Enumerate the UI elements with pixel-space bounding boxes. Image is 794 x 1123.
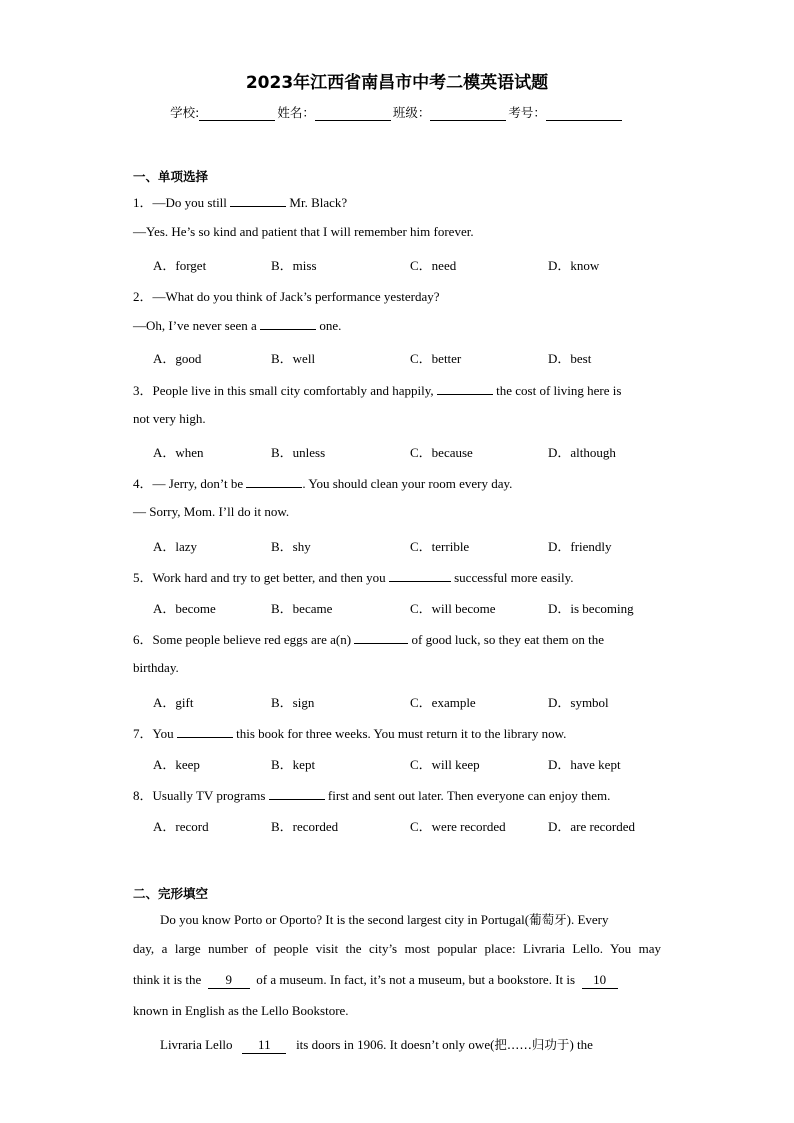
question-text: —Do you still — [152, 195, 231, 210]
option-d[interactable]: D．friendly — [548, 539, 612, 554]
cloze-gap-9: 9 — [208, 972, 250, 989]
question-number: 2． — [133, 289, 153, 304]
question-3 — [133, 380, 621, 399]
option-c[interactable]: C．will become — [410, 601, 496, 616]
option-b[interactable]: B．became — [271, 601, 333, 616]
question-4-reply: — Sorry, Mom. I’ll do it now. — [133, 504, 290, 519]
passage-text: its doors in 1906. It doesn’t only owe( — [296, 1037, 495, 1052]
answer-blank — [177, 725, 233, 738]
question-number: 7． — [133, 726, 153, 741]
passage-text: ). Every — [566, 912, 609, 927]
option-d[interactable]: D．know — [548, 258, 600, 273]
page-title: 2023年江西省南昌市中考二模英语试题 — [245, 73, 549, 93]
question-2-reply — [133, 317, 341, 334]
passage-line — [160, 1035, 652, 1054]
number-field[interactable] — [546, 108, 622, 121]
option-b[interactable]: B．kept — [271, 757, 316, 772]
passage-text: 葡萄牙 — [529, 912, 567, 927]
option-c[interactable]: C．need — [410, 258, 457, 273]
option-b[interactable]: B．unless — [271, 445, 326, 460]
passage-text: ) the — [569, 1037, 593, 1052]
question-text: —Oh, I’ve never seen a — [133, 318, 261, 333]
class-label: 班级： — [392, 105, 431, 120]
option-c[interactable]: C．were recorded — [410, 819, 506, 834]
option-d[interactable]: D．symbol — [548, 695, 609, 710]
name-field[interactable] — [315, 108, 391, 121]
answer-blank — [269, 787, 325, 800]
question-text: first and sent out later. Then everyone can enjoy them. — [324, 788, 611, 803]
question-text: the cost of living here is — [492, 383, 622, 398]
option-d[interactable]: D．is becoming — [548, 601, 634, 616]
question-5 — [133, 567, 573, 586]
passage-line — [160, 910, 661, 928]
question-1-reply: —Yes. He’s so kind and patient that I will remember him forever. — [133, 224, 474, 239]
passage-text: Do you know Porto or Oporto? It is the second largest city in Portugal( — [160, 912, 530, 927]
option-a[interactable]: A．become — [153, 601, 216, 616]
question-2 — [133, 286, 440, 305]
option-c[interactable]: C．will keep — [410, 757, 480, 772]
option-d[interactable]: D．have kept — [548, 757, 621, 772]
cloze-gap-11: 11 — [242, 1037, 286, 1054]
question-text: Work hard and try to get better, and then you — [152, 570, 389, 585]
question-8 — [133, 785, 610, 804]
question-6 — [133, 629, 604, 648]
question-text: — Jerry, don’t be — [152, 476, 247, 491]
answer-blank — [230, 194, 286, 207]
passage-line: known in English as the Lello Bookstore. — [133, 1003, 349, 1018]
passage-text: Livraria Lello — [160, 1037, 233, 1052]
question-text: successful more easily. — [450, 570, 574, 585]
question-6-continued: birthday. — [133, 660, 179, 675]
question-text: of good luck, so they eat them on the — [408, 632, 604, 647]
option-b[interactable]: B．well — [271, 351, 316, 366]
question-text: You — [152, 726, 177, 741]
option-c[interactable]: C．because — [410, 445, 473, 460]
school-label: 学校: — [170, 105, 200, 120]
question-text: this book for three weeks. You must return it to the library now. — [232, 726, 567, 741]
question-number: 3． — [133, 383, 153, 398]
option-c[interactable]: C．example — [410, 695, 476, 710]
question-text: Some people believe red eggs are a(n) — [152, 632, 355, 647]
question-text: People live in this small city comfortably and happily, — [152, 383, 437, 398]
option-a[interactable]: A．record — [153, 819, 209, 834]
option-a[interactable]: A．good — [153, 351, 202, 366]
option-d[interactable]: D．are recorded — [548, 819, 635, 834]
passage-text: think it is the — [133, 972, 202, 987]
question-number: 4． — [133, 476, 153, 491]
question-number: 8． — [133, 788, 153, 803]
question-4 — [133, 473, 512, 492]
option-b[interactable]: B．shy — [271, 539, 311, 554]
passage-text: 把……归功于 — [494, 1037, 570, 1052]
option-b[interactable]: B．recorded — [271, 819, 339, 834]
answer-blank — [354, 631, 408, 644]
option-a[interactable]: A．forget — [153, 258, 207, 273]
option-a[interactable]: A．gift — [153, 695, 194, 710]
number-label: 考号： — [508, 105, 546, 120]
option-c[interactable]: C．better — [410, 351, 462, 366]
school-field[interactable] — [199, 108, 275, 121]
answer-blank — [389, 569, 451, 582]
question-text: —What do you think of Jack’s performance yesterday? — [152, 289, 440, 304]
option-b[interactable]: B．miss — [271, 258, 317, 273]
option-c[interactable]: C．terrible — [410, 539, 470, 554]
passage-text: of a museum. In fact, it’s not a museum, but a bookstore. It is — [256, 972, 576, 987]
question-3-continued: not very high. — [133, 411, 206, 426]
name-label: 姓名： — [277, 105, 315, 120]
answer-blank — [260, 317, 316, 330]
option-a[interactable]: A．lazy — [153, 539, 198, 554]
section-heading-single-choice: 一、单项选择 — [133, 169, 209, 184]
question-text: . You should clean your room every day. — [302, 476, 513, 491]
option-d[interactable]: D．although — [548, 445, 616, 460]
question-1 — [133, 192, 347, 211]
question-text: Mr. Black? — [286, 195, 348, 210]
question-text: Usually TV programs — [152, 788, 269, 803]
question-number: 6． — [133, 632, 153, 647]
question-number: 1． — [133, 195, 153, 210]
passage-line — [133, 972, 661, 989]
option-a[interactable]: A．when — [153, 445, 204, 460]
question-text: one. — [316, 318, 342, 333]
option-b[interactable]: B．sign — [271, 695, 315, 710]
student-info-line — [0, 103, 794, 121]
answer-blank — [246, 475, 302, 488]
answer-blank — [437, 382, 493, 395]
passage-line: day, a large number of people visit the city’s most popular place: Livraria Lello. You may — [133, 941, 661, 956]
question-number: 5． — [133, 570, 153, 585]
option-d[interactable]: D．best — [548, 351, 592, 366]
section-heading-cloze: 二、完形填空 — [133, 886, 209, 901]
question-7 — [133, 723, 566, 742]
cloze-gap-10: 10 — [582, 972, 618, 989]
class-field[interactable] — [430, 108, 506, 121]
option-a[interactable]: A．keep — [153, 757, 200, 772]
